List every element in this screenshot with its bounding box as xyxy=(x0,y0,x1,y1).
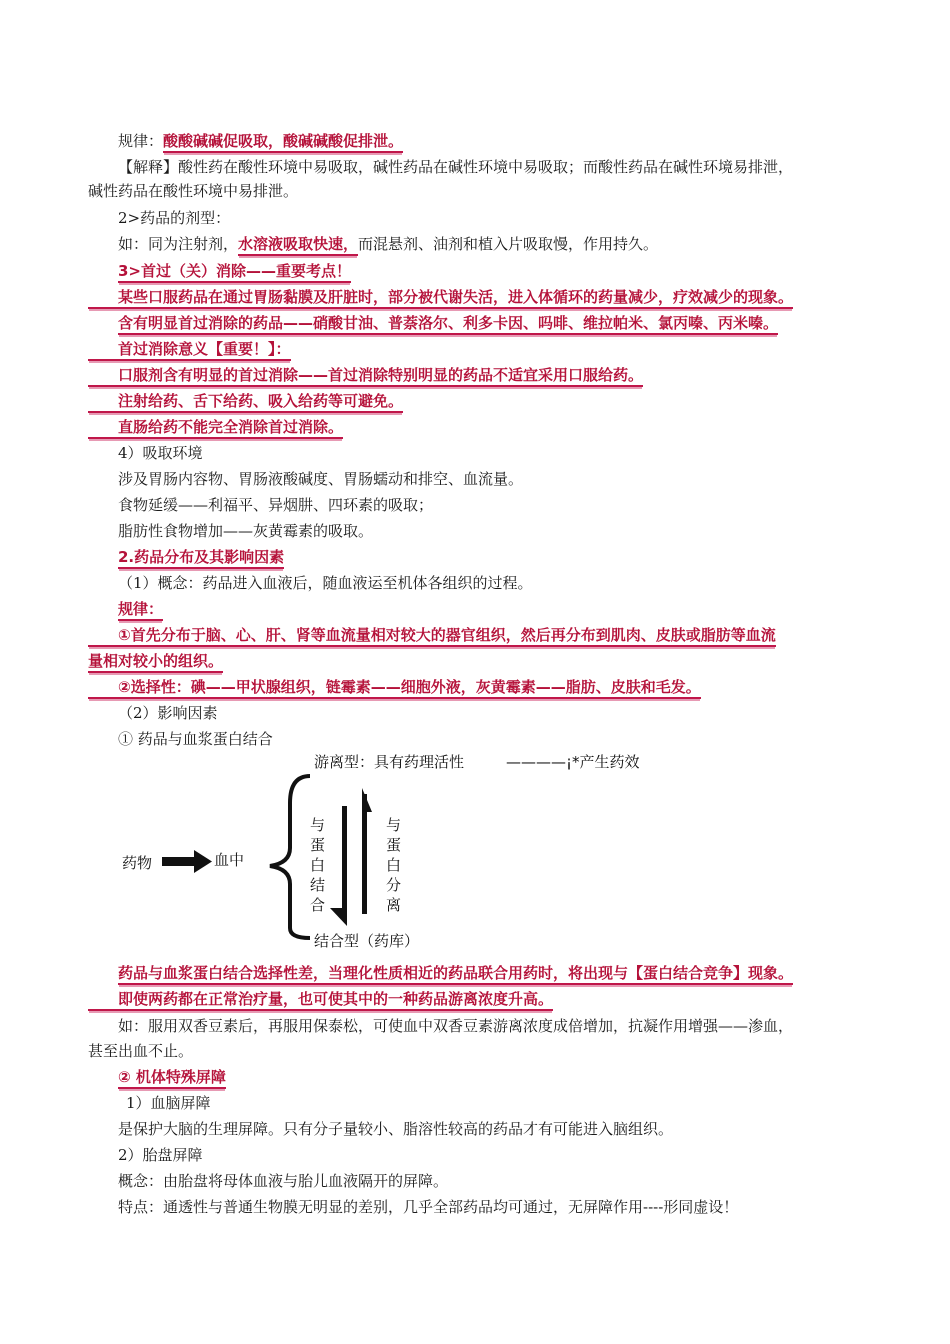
special-barrier-heading-text: ② 机体特殊屏障 xyxy=(118,1068,226,1089)
release-label-2: 蛋 xyxy=(386,836,402,854)
dicoumarol-example-cont: 甚至出血不止。 xyxy=(88,1042,194,1060)
placental-feature: 特点：通透性与普通生物膜无明显的差别，几乎全部药品均可通过，无屏障作用----形同虚设！ xyxy=(118,1198,739,1216)
bbb-heading: 1）血脑屏障 xyxy=(126,1094,211,1112)
special-barrier-heading xyxy=(118,1067,226,1087)
plasma-protein-heading: ① 药品与血浆蛋白结合 xyxy=(118,730,273,748)
bind-label-5: 合 xyxy=(310,896,326,914)
fatty-food-line: 脂肪性食物增加——灰黄霉素的吸取。 xyxy=(118,522,374,540)
bind-label-2: 蛋 xyxy=(310,836,326,854)
distribution-rule-1 xyxy=(88,625,776,645)
example-prefix: 如：同为注射剂， xyxy=(118,235,239,253)
explanation-line-2: 碱性药品在酸性环境中易排泄。 xyxy=(88,182,299,200)
rule-line xyxy=(118,131,403,151)
brace-shape xyxy=(270,776,310,938)
effect-arrow-label: ————¡*产生药效 xyxy=(506,753,640,771)
distribution-rule-label-text: 规律： xyxy=(118,600,163,621)
example-suffix: 而混悬剂、油剂和植入片吸取慢，作用持久。 xyxy=(358,235,659,253)
release-label-5: 离 xyxy=(386,896,402,914)
competition-text: 药品与血浆蛋白结合选择性差，当理化性质相近的药品联合用药时，将出现与【蛋白结合竞争】现象。 xyxy=(118,964,793,985)
blood-label: 血中 xyxy=(214,851,245,869)
avoid-first-pass-text: 注射给药、舌下给药、吸入给药等可避免。 xyxy=(88,392,403,413)
absorption-env-heading: 4）吸取环境 xyxy=(118,444,203,462)
distribution-rule-1-cont-text: 量相对较小的组织。 xyxy=(88,652,223,673)
free-form-label: 游离型：具有药理活性 xyxy=(314,753,465,771)
example-highlight: 水溶液吸取快速， xyxy=(238,235,358,256)
oral-first-pass xyxy=(88,365,643,385)
distribution-rule-2 xyxy=(88,677,701,697)
first-pass-definition-text: 某些口服药品在通过胃肠黏膜及肝脏时，部分被代谢失活，进入体循环的药量减少，疗效减少的现象。 xyxy=(88,288,793,309)
first-pass-significance xyxy=(88,339,291,359)
rectal-first-pass-text: 直肠给药不能完全消除首过消除。 xyxy=(88,418,343,439)
first-pass-drugs-text: 含有明显首过消除的药品——硝酸甘油、普萘洛尔、利多卡因、吗啡、维拉帕米、氯丙嗪、丙米嗪。 xyxy=(118,314,778,335)
first-pass-heading-text: 3>首过（关）消除——重要考点！ xyxy=(118,262,351,283)
first-pass-significance-text: 首过消除意义【重要！】： xyxy=(88,340,291,361)
free-concentration-text: 即使两药都在正常治疗量，也可使其中的一种药品游离浓度升高。 xyxy=(88,990,553,1011)
bound-form-label: 结合型（药库） xyxy=(314,932,420,950)
first-pass-heading xyxy=(118,261,351,281)
competition-line xyxy=(118,963,793,983)
absorption-env-factors: 涉及胃肠内容物、胃肠液酸碱度、胃肠蠕动和排空、血流量。 xyxy=(118,470,524,488)
free-concentration-line xyxy=(88,989,553,1009)
distribution-rule-1-text: ①首先分布于脑、心、肝、肾等血流量相对较大的器官组织，然后再分布到肌肉、皮肤或脂肪等血流 xyxy=(88,626,776,647)
food-delay-line: 食物延缓——利福平、异烟肼、四环素的吸取； xyxy=(118,496,434,514)
distribution-heading xyxy=(118,547,284,567)
distribution-rule-1-cont xyxy=(88,651,223,671)
dosage-form-heading: 2>药品的剂型： xyxy=(118,209,231,227)
rule-highlight: 酸酸碱碱促吸取，酸碱碱酸促排泄。 xyxy=(163,132,403,153)
bind-arrow xyxy=(330,806,347,926)
distribution-rule-2-text: ②选择性：碘——甲状腺组织，链霉素——细胞外液，灰黄霉素——脂肪、皮肤和毛发。 xyxy=(88,678,701,699)
distribution-rule-label xyxy=(118,599,163,619)
distribution-heading-text: 2.药品分布及其影响因素 xyxy=(118,548,284,569)
drug-label: 药物 xyxy=(122,854,153,872)
dosage-form-example xyxy=(118,234,658,254)
first-pass-drugs xyxy=(118,313,778,333)
drug-arrow xyxy=(162,850,212,873)
bind-label-4: 结 xyxy=(310,876,326,894)
distribution-concept: （1）概念：药品进入血液后，随血液运至机体各组织的过程。 xyxy=(118,574,533,592)
release-label-1: 与 xyxy=(386,816,402,834)
influence-factors-heading: （2）影响因素 xyxy=(118,704,218,722)
explanation-line-1: 【解释】酸性药在酸性环境中易吸取，碱性药品在碱性环境中易吸取；而酸性药品在碱性环境易排泄， xyxy=(118,158,794,176)
bbb-description: 是保护大脑的生理屏障。只有分子量较小、脂溶性较高的药品才有可能进入脑组织。 xyxy=(118,1120,674,1138)
release-label-4: 分 xyxy=(386,876,402,894)
rule-prefix: 规律： xyxy=(118,132,164,150)
rectal-first-pass xyxy=(88,417,343,437)
placental-heading: 2）胎盘屏障 xyxy=(118,1146,203,1164)
oral-first-pass-text: 口服剂含有明显的首过消除——首过消除特别明显的药品不适宜采用口服给药。 xyxy=(88,366,643,387)
protein-binding-diagram xyxy=(110,748,690,958)
avoid-first-pass xyxy=(88,391,403,411)
first-pass-definition xyxy=(88,287,793,307)
bind-label-1: 与 xyxy=(310,816,326,834)
bind-label-3: 白 xyxy=(310,856,326,874)
placental-concept: 概念：由胎盘将母体血液与胎儿血液隔开的屏障。 xyxy=(118,1172,449,1190)
dicoumarol-example: 如：服用双香豆素后，再服用保泰松，可使血中双香豆素游离浓度成倍增加，抗凝作用增强——渗血， xyxy=(118,1017,794,1035)
release-arrow xyxy=(362,788,372,914)
release-label-3: 白 xyxy=(386,856,402,874)
